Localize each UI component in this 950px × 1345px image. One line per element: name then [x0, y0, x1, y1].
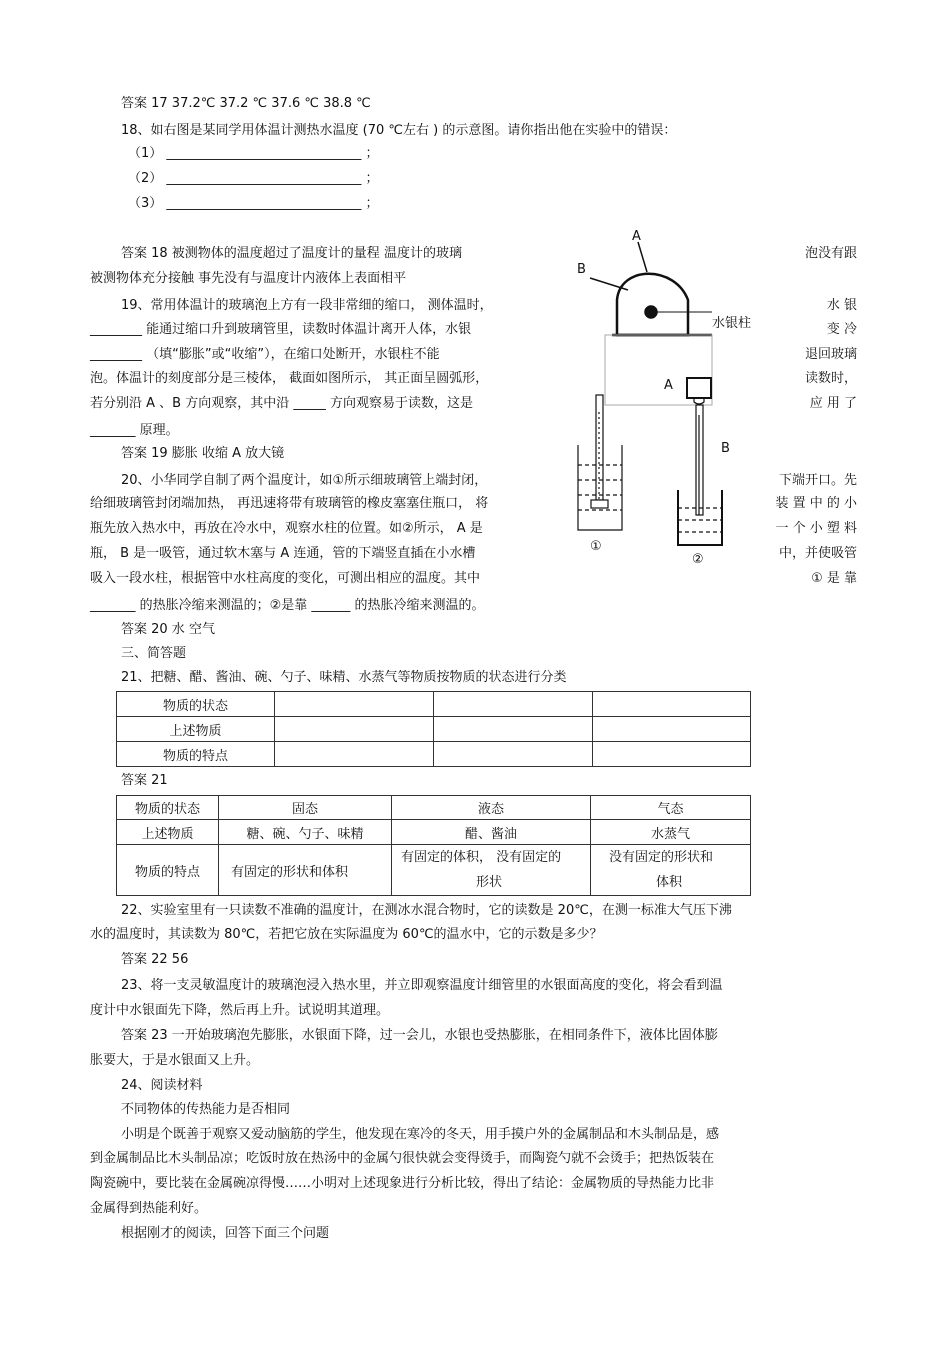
- table2-liquid-features-line1: 有固定的体积， 没有固定的: [401, 850, 562, 865]
- question-19-line2: ________ 能通过缩口升到玻璃管里，读数时体温计离开人体，水银: [90, 322, 472, 337]
- question-20-line1: 20、小华同学自制了两个温度计，如①所示细玻璃管上端封闭，: [121, 473, 488, 488]
- question-19-line6: _______ 原理。: [90, 423, 179, 438]
- question-21: 21、把糖、醋、酱油、碗、勺子、味精、水蒸气等物质按物质的状态进行分类: [121, 670, 567, 685]
- dome-outline: [617, 274, 688, 335]
- q18-blank-3: （3） ______________________________ ；: [128, 196, 379, 211]
- question-20-line4: 瓶， B 是一吸管，通过软木塞与 A 连通，管的下端竖直插在小水槽: [90, 546, 476, 561]
- question-20-line1-right: 下端开口。先: [778, 473, 857, 488]
- figure-label-b-top: B: [577, 262, 586, 277]
- question-22-line2: 水的温度时，其读数为 80℃，若把它放在实际温度为 60℃的温水中，它的示数是多少？: [90, 927, 603, 942]
- question-19-line1: 19、常用体温计的玻璃泡上方有一段非常细的缩口， 测体温时，: [121, 298, 493, 313]
- question-20-line2: 给细玻璃管封闭端加热， 再迅速将带有玻璃管的橡皮塞塞住瓶口， 将: [90, 496, 489, 511]
- table2-solid-substances: 糖、碗、勺子、味精: [219, 820, 392, 845]
- table2-row-features: 物质的特点: [117, 845, 219, 896]
- question-20-line4-right: 中，并使吸管: [778, 546, 857, 561]
- table2-header-solid: 固态: [219, 796, 392, 820]
- table1-label-features: 物质的特点: [117, 742, 275, 767]
- table1-label-state: 物质的状态: [117, 692, 275, 717]
- question-18: 18、如右图是某同学用体温计测热水温度 (70 ℃左右 ) 的示意图。请你指出他在实验中的错误：: [121, 123, 677, 138]
- answer-18-line2: 被测物体充分接触 事先没有与温度计内液体上表面相平: [90, 271, 407, 286]
- question-19-line5: 若分别沿 A 、B 方向观察，其中沿 _____ 方向观察易于读数，这是: [90, 396, 473, 411]
- reading-paragraph-line1: 小明是个既善于观察又爱动脑筋的学生，他发现在寒冷的冬天，用手摸户外的金属制品和木头制品是，感: [121, 1127, 720, 1142]
- q18-blank-1: （1） ______________________________ ；: [128, 146, 379, 161]
- question-20-line6: _______ 的热胀冷缩来测温的；②是靠 ______ 的热胀冷缩来测温的。: [90, 598, 485, 613]
- table1-label-substances: 上述物质: [117, 717, 275, 742]
- question-19-line1-right: 水 银: [826, 298, 857, 313]
- table2-gas-features-line2: 体积: [656, 875, 683, 890]
- question-19-line4: 泡。体温计的刻度部分是三棱体， 截面如图所示， 其正面呈圆弧形，: [90, 371, 489, 386]
- reading-paragraph-line3: 陶瓷碗中，要比装在金属碗凉得慢……小明对上述现象进行分析比较，得出了结论：金属物质的导热能力比非: [90, 1176, 715, 1191]
- reading-paragraph-line4: 金属得到热能利好。: [90, 1201, 208, 1216]
- arrow-a-line: [638, 242, 647, 272]
- question-20-line3: 瓶先放入热水中，再放在冷水中，观察水柱的位置。如②所示， A 是: [90, 521, 483, 536]
- question-20-line5-right: ① 是 靠: [811, 571, 857, 586]
- table2-gas-features-line1: 没有固定的形状和: [609, 850, 714, 865]
- question-24: 24、阅读材料: [121, 1078, 203, 1093]
- question-22-line1: 22、实验室里有一只读数不准确的温度计，在测冰水混合物时，它的读数是 20℃，在测一标准大气压下沸: [121, 903, 732, 918]
- question-19-line3: ________ （填“膨胀”或“收缩”），在缩口处断开，水银柱不能: [90, 347, 440, 362]
- section-heading-3: 三、简答题: [121, 646, 187, 661]
- table2-gas-substances: 水蒸气: [591, 820, 751, 845]
- figure-label-2: ②: [692, 552, 704, 567]
- question-20-line5: 吸入一段水柱，根据管中水柱高度的变化，可测出相应的温度。其中: [90, 571, 481, 586]
- table2-header-gas: 气态: [591, 796, 751, 820]
- answer-19: 答案 19 膨胀 收缩 A 放大镜: [121, 446, 285, 461]
- table2-header-state: 物质的状态: [117, 796, 219, 820]
- answer-22: 答案 22 56: [121, 952, 189, 967]
- answer-20: 答案 20 水 空气: [121, 622, 215, 637]
- table2-liquid-features-line2: 形状: [476, 875, 503, 890]
- answer-17: 答案 17 37.2℃ 37.2 ℃ 37.6 ℃ 38.8 ℃: [121, 96, 371, 111]
- table2-liquid-substances: 醋、酱油: [392, 820, 591, 845]
- q18-blank-2: （2） ______________________________ ；: [128, 171, 379, 186]
- question-23-line1: 23、将一支灵敏温度计的玻璃泡浸入热水里，并立即观察温度计细管里的水银面高度的变化，将会看到温: [121, 978, 723, 993]
- answer-21: 答案 21: [121, 773, 168, 788]
- figure-label-b-mid: B: [721, 441, 730, 456]
- figure-label-a-mid: A: [664, 378, 673, 393]
- answer-23-line1: 答案 23 一开始玻璃泡先膨胀，水银面下降，过一会儿，水银也受热膨胀，在相同条件下，液体比固体膨: [121, 1028, 718, 1043]
- question-20-line2-right: 装 置 中 的 小: [775, 496, 857, 511]
- question-19-line2-right: 变 冷: [826, 322, 857, 337]
- figure-label-1: ①: [590, 539, 602, 554]
- thermometer-cross-section: [590, 242, 712, 335]
- answer-18-line1-right: 泡没有跟: [804, 246, 857, 261]
- reading-title: 不同物体的传热能力是否相同: [121, 1102, 291, 1117]
- question-19-line5-right: 应 用 了: [809, 396, 857, 411]
- answer-23-line2: 胀要大，于是水银面又上升。: [90, 1053, 260, 1068]
- apparatus-2: [678, 378, 722, 545]
- table2-header-liquid: 液态: [392, 796, 591, 820]
- table2-solid-features: 有固定的形状和体积: [219, 845, 392, 896]
- figure-label-a-top: A: [632, 229, 641, 244]
- apparatus-1-stopper: [591, 500, 608, 508]
- reading-paragraph-line2: 到金属制品比木头制品凉；吃饭时放在热汤中的金属勺很快就会变得烫手，而陶瓷勺就不会烫手；把热饭装在: [90, 1151, 715, 1166]
- question-19-line4-right: 读数时，: [804, 371, 857, 386]
- apparatus-1: [578, 395, 622, 530]
- apparatus-2-bottle-a: [687, 378, 711, 398]
- question-23-line2: 度计中水银面先下降，然后再上升。试说明其道理。: [90, 1003, 390, 1018]
- question-19-line3-right: 退回玻璃: [804, 347, 857, 362]
- answer-18-line1: 答案 18 被测物体的温度超过了温度计的量程 温度计的玻璃: [121, 246, 462, 261]
- figure-label-mercury: 水银柱: [712, 316, 752, 331]
- mercury-column-dot: [645, 306, 657, 318]
- reading-instruction: 根据刚才的阅读，回答下面三个问题: [121, 1226, 330, 1241]
- table2-row-substances: 上述物质: [117, 820, 219, 845]
- question-20-line3-right: 一 个 小 塑 料: [775, 521, 857, 536]
